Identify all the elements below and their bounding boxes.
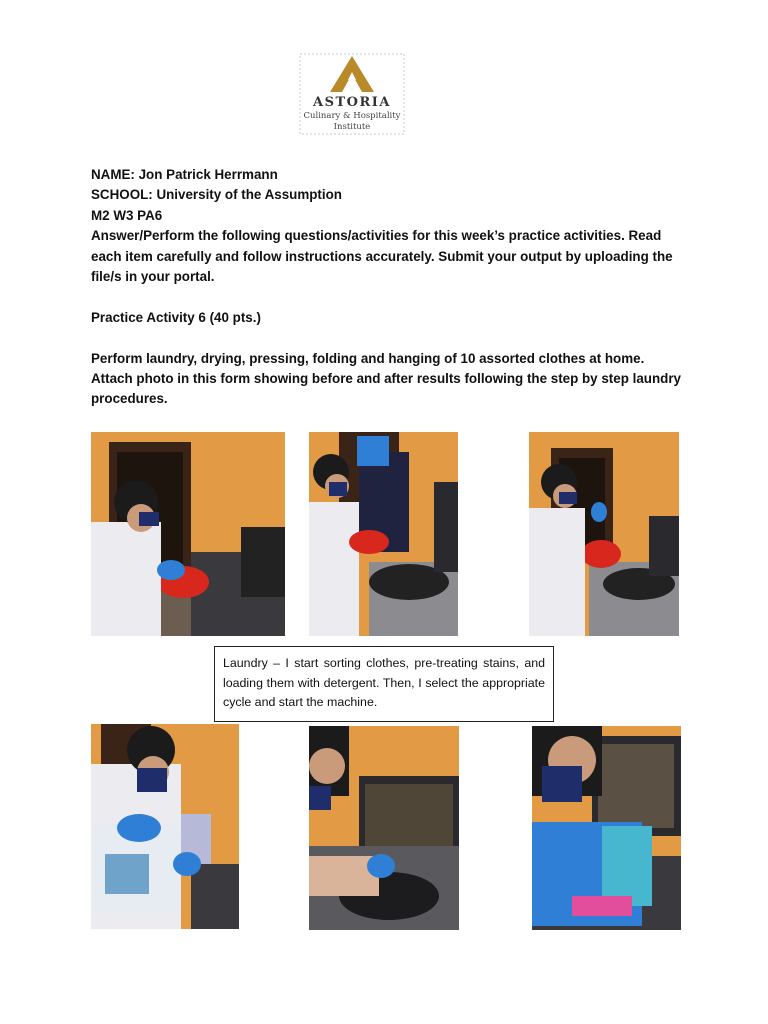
photo-detergent-3 [532,726,681,930]
task-description: Perform laundry, drying, pressing, folding and hanging of 10 assorted clothes at home. Attach photo in this form showing before and after results following the step by step laundry procedures. [91,350,681,407]
logo-subtitle-2: Institute [333,122,371,132]
photo-sorting-3 [529,432,679,636]
activity-title: Practice Activity 6 (40 pts.) [91,309,261,325]
school-name: SCHOOL: University of the Assumption [91,187,342,203]
school-logo [292,52,412,136]
student-name: NAME: Jon Patrick Herrmann [91,167,278,182]
form-header [91,165,681,410]
logo-subtitle: Culinary & Hospitality [303,111,401,121]
photo-caption: Laundry – I start sorting clothes, pre-treating stains, and loading them with detergent. Then, I select the appropriate cycle and start the machine. [214,646,554,722]
photo-sorting-2 [309,432,458,636]
photo-detergent-2 [309,726,459,930]
logo-brand: ASTORIA [313,95,391,110]
instructions: Answer/Perform the following questions/activities for this week’s practice activities. Read each item carefully and follow instructions accurately. Submit your output by uploading the file/s in your portal. [91,228,673,285]
photo-sorting-1 [91,432,285,636]
photo-detergent-1 [91,724,239,929]
activity-code: M2 W3 PA6 [91,207,163,223]
